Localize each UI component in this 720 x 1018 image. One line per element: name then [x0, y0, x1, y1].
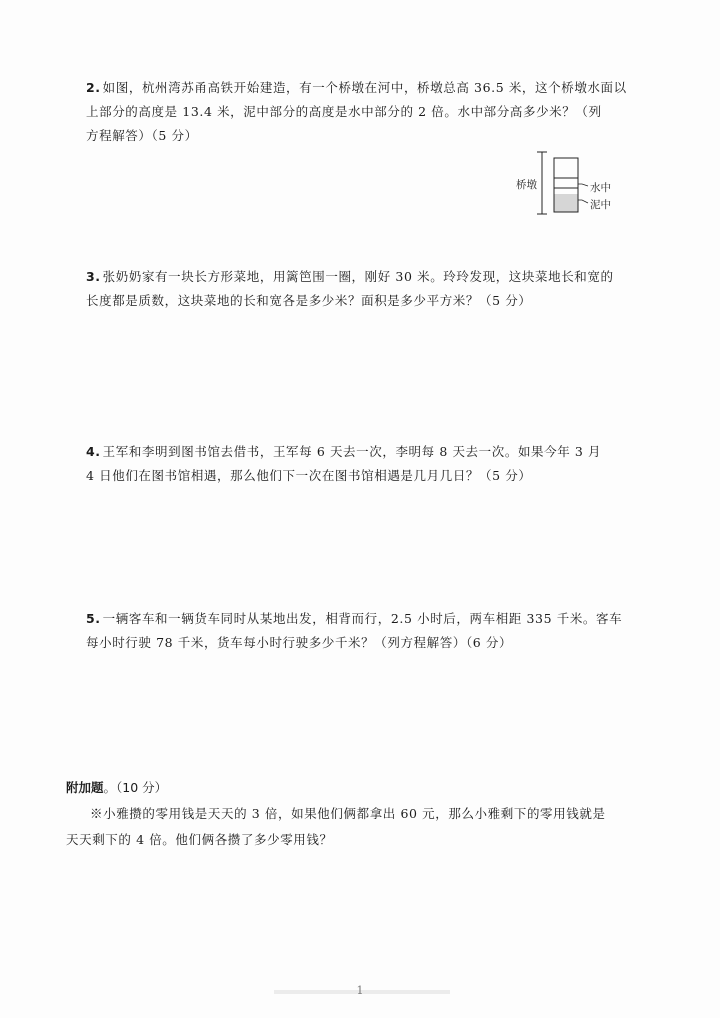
- question-number: 2.: [86, 80, 101, 95]
- water-pointer: [578, 184, 588, 186]
- mud-pointer: [578, 200, 588, 203]
- question-4-line-1: [86, 440, 626, 464]
- bonus-points: 。（10 分）: [103, 780, 168, 795]
- question-number: 5.: [86, 611, 101, 626]
- question-5-line-2: 每小时行驶 78 千米，货车每小时行驶多少千米？（列方程解答）（6 分）: [86, 635, 513, 650]
- bridge-pier-diagram: [518, 150, 618, 216]
- question-5: [86, 607, 626, 655]
- page-number: 1: [356, 984, 364, 997]
- question-2-line-1: [86, 76, 626, 100]
- bonus-heading: 附加题: [66, 780, 104, 795]
- bonus-title: [66, 778, 167, 798]
- question-3-line-2: 长度都是质数，这块菜地的长和宽各是多少米？面积是多少平方米？（5 分）: [86, 293, 532, 308]
- question-3: [86, 265, 626, 313]
- question-2: [86, 76, 626, 148]
- mud-label: 泥中: [590, 199, 611, 211]
- question-number: 4.: [86, 444, 101, 459]
- bonus-line-2: 天天剩下的 4 倍。他们俩各攒了多少零用钱？: [66, 832, 333, 847]
- bonus-line-1: ※小雅攒的零用钱是天天的 3 倍，如果他们俩都拿出 60 元，那么小雅剩下的零用钱就是: [90, 806, 606, 821]
- pier-label: 桥墩: [516, 179, 537, 191]
- water-label: 水中: [590, 182, 611, 194]
- question-text: 张奶奶家有一块长方形菜地，用篱笆围一圈，刚好 30 米。玲玲发现，这块菜地长和宽的: [102, 269, 614, 284]
- question-text: 一辆客车和一辆货车同时从某地出发，相背而行，2.5 小时后，两车相距 335 千米。客车: [102, 611, 623, 626]
- question-5-line-1: [86, 607, 626, 631]
- question-3-line-1: [86, 265, 626, 289]
- question-2-line-2: 上部分的高度是 13.4 米，泥中部分的高度是水中部分的 2 倍。水中部分高多少米？（列: [86, 104, 602, 119]
- question-2-line-3: 方程解答）（5 分）: [86, 128, 198, 143]
- bonus-question: [66, 801, 626, 853]
- question-number: 3.: [86, 269, 101, 284]
- question-4-line-2: 4 日他们在图书馆相遇，那么他们下一次在图书馆相遇是几月几日？（5 分）: [86, 468, 532, 483]
- question-text: 王军和李明到图书馆去借书，王军每 6 天去一次，李明每 8 天去一次。如果今年 3 月: [102, 444, 602, 459]
- mud-section: [555, 194, 578, 212]
- question-4: [86, 440, 626, 488]
- question-text: 如图，杭州湾苏甬高铁开始建造，有一个桥墩在河中，桥墩总高 36.5 米，这个桥墩水面以: [102, 80, 627, 95]
